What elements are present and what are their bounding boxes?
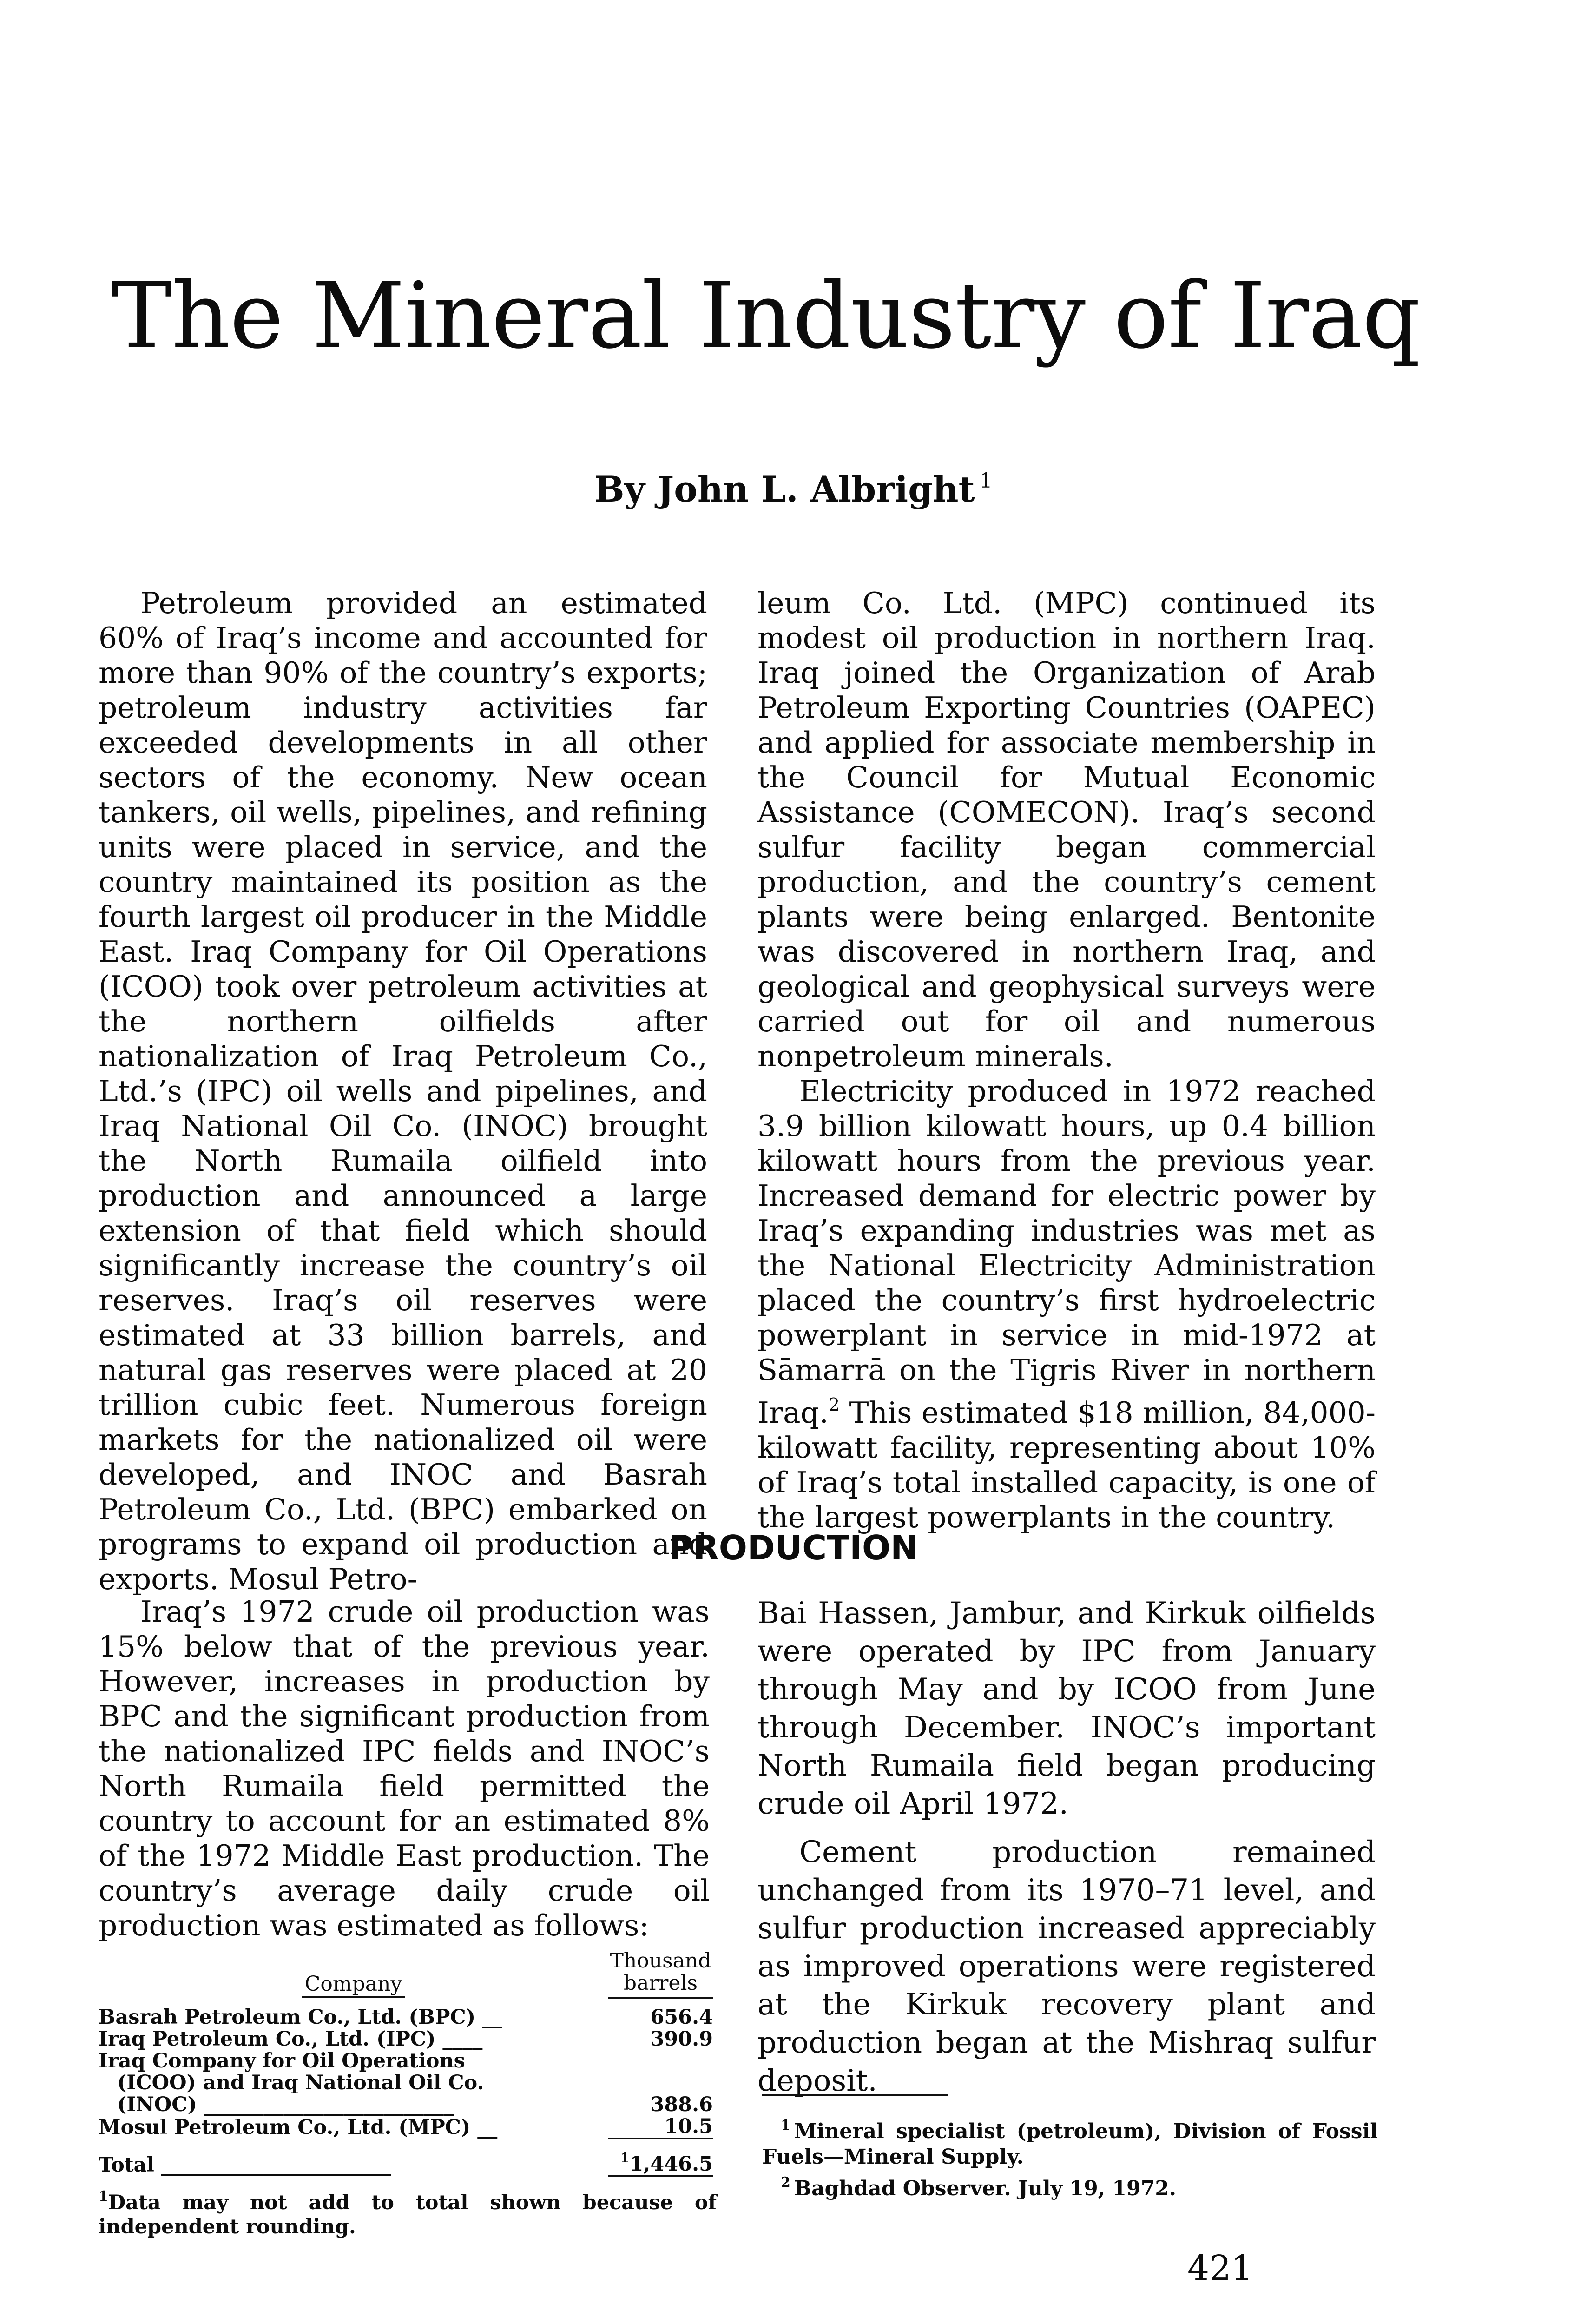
table-row	[99, 2094, 713, 2116]
table-note-ref: 1	[99, 2188, 108, 2205]
intro-paragraph: Petroleum provided an estimated 60% of Iraq’s income and accounted for more than 90% of the country’s exports; petroleum industry activities far exceeded developments in all other sectors of the economy. New ocean tankers, oil wells, pipelines, and refining units were placed in service, and the country maintained its position as the fourth largest oil producer in the Middle East. Iraq Company for Oil Operations (ICOO) took over petroleum activities at the northern oilfields after nationalization of Iraq Petroleum Co., Ltd.’s (IPC) oil wells and pipelines, and Iraq National Oil Co. (INOC) brought the North Rumaila oilfield into production and announced a large extension of that field which should significantly increase the country’s oil reserves. Iraq’s oil reserves were estimated at 33 billion barrels, and natural gas reserves were placed at 20 trillion cubic feet. Numerous foreign markets for the nationalized oil were developed, and INOC and Basrah Petroleum Co., Ltd. (BPC) embarked on programs to expand oil production and exports. Mosul Petro-	[99, 586, 707, 1596]
table-cell-value: 388.6	[650, 2093, 713, 2116]
author-byline	[0, 460, 1587, 510]
table-cell-company: Iraq Petroleum Co., Ltd. (IPC) ____	[99, 2027, 483, 2051]
intro-paragraph-continued: leum Co. Ltd. (MPC) continued its modest oil production in northern Iraq. Iraq joined the Organization of Arab Petroleum Exporting Countries (OAPEC) and applied for associate membership in the Council for Mutual Economic Assistance (COMECON). Iraq’s second sulfur facility began commercial production, and the country’s cement plants were being enlarged. Bentonite was discovered in northern Iraq, and geological and geophysical surveys were carried out for oil and numerous nonpetroleum minerals.	[757, 586, 1376, 1073]
table-note: $^1$Data may not add to total shown because of independent rounding.	[99, 2188, 717, 2238]
production-column-left	[99, 1594, 710, 1943]
article-title: The Mineral Industry of Iraq	[111, 263, 1420, 369]
table-cell-value: 10.5	[608, 2116, 713, 2139]
table-total-label: Total _______________________	[99, 2153, 391, 2177]
table-total-row	[99, 2139, 713, 2176]
footnote-item: $^2$ Baghdad Observer. July 19, 1972.	[781, 2174, 1177, 2200]
footnotes	[762, 2113, 1378, 2201]
table-row	[99, 2072, 713, 2094]
table-header-value: Thousand barrels	[608, 1950, 713, 1998]
table-cell-company: (INOC) _________________________	[117, 2093, 454, 2116]
footnote-ref[interactable]: 1	[979, 469, 993, 493]
section-heading-production: PRODUCTION	[668, 1528, 919, 1567]
production-table	[99, 1950, 713, 2177]
intro-column-left	[99, 586, 707, 1597]
intro-column-right	[757, 586, 1376, 1535]
author-name: By John L. Albright	[594, 469, 975, 510]
table-row	[99, 2050, 713, 2072]
table-cell-value	[608, 2072, 713, 2094]
table-header-company: Company	[99, 1950, 608, 1998]
table-row	[99, 1998, 713, 2028]
footnote-item: $^1$ Mineral specialist (petroleum), Division of Fossil Fuels—Mineral Supply.	[762, 2117, 1378, 2169]
table-row	[99, 2116, 713, 2139]
table-cell-company: Basrah Petroleum Co., Ltd. (BPC) __	[99, 2006, 503, 2029]
page-number: 421	[1187, 2248, 1253, 2288]
electricity-paragraph	[757, 1074, 1376, 1535]
table-cell-value	[608, 2050, 713, 2072]
electricity-text: Electricity produced in 1972 reached 3.9 billion kilowatt hours, up 0.4 billion kilowatt hours from the previous year. Increased demand for electric power by Iraq’s expanding industries was met as the National Electricity Administration placed the country’s first hydroelectric powerplant in service in mid-1972 at Sāmarrā on the Tigris River in northern Iraq.	[757, 1074, 1376, 1430]
table-cell-value: 656.4	[650, 2006, 713, 2029]
oilfields-paragraph: Bai Hassen, Jambur, and Kirkuk oilfields were operated by IPC from January through May and by ICOO from June through December. INOC’s important North Rumaila field began producing crude oil April 1972.	[757, 1596, 1376, 1821]
table-cell-company: Mosul Petroleum Co., Ltd. (MPC) __	[99, 2116, 498, 2139]
footnote-ref[interactable]: 1	[620, 2150, 630, 2166]
table-cell-company: (ICOO) and Iraq National Oil Co.	[117, 2071, 484, 2094]
production-paragraph: Iraq’s 1972 crude oil production was 15% below that of the previous year. However, increases in production by BPC and the significant production from the nationalized IPC fields and INOC’s North Rumaila field permitted the country to account for an estimated 8% of the 1972 Middle East production. The country’s average daily crude oil production was estimated as follows:	[99, 1595, 710, 1942]
footnote-divider	[762, 2094, 948, 2096]
table-cell-company: Iraq Company for Oil Operations	[99, 2049, 465, 2073]
footnote-ref[interactable]: 2	[828, 1394, 840, 1415]
table-cell-value: 390.9	[650, 2027, 713, 2051]
cement-sulfur-paragraph: Cement production remained unchanged from its 1970–71 level, and sulfur production increased appreciably as improved operations were registered at the Kirkuk recovery plant and production began at the Mishraq sulfur deposit.	[757, 1835, 1376, 2098]
table-total-value: $^1$1,446.5	[608, 2139, 713, 2176]
electricity-text-end: This estimated $18 million, 84,000-kilowatt facility, representing about 10% of Iraq’s total installed capacity, is one of the largest powerplants in the country.	[757, 1396, 1376, 1534]
production-column-right	[757, 1594, 1376, 2100]
table-row	[99, 2028, 713, 2050]
